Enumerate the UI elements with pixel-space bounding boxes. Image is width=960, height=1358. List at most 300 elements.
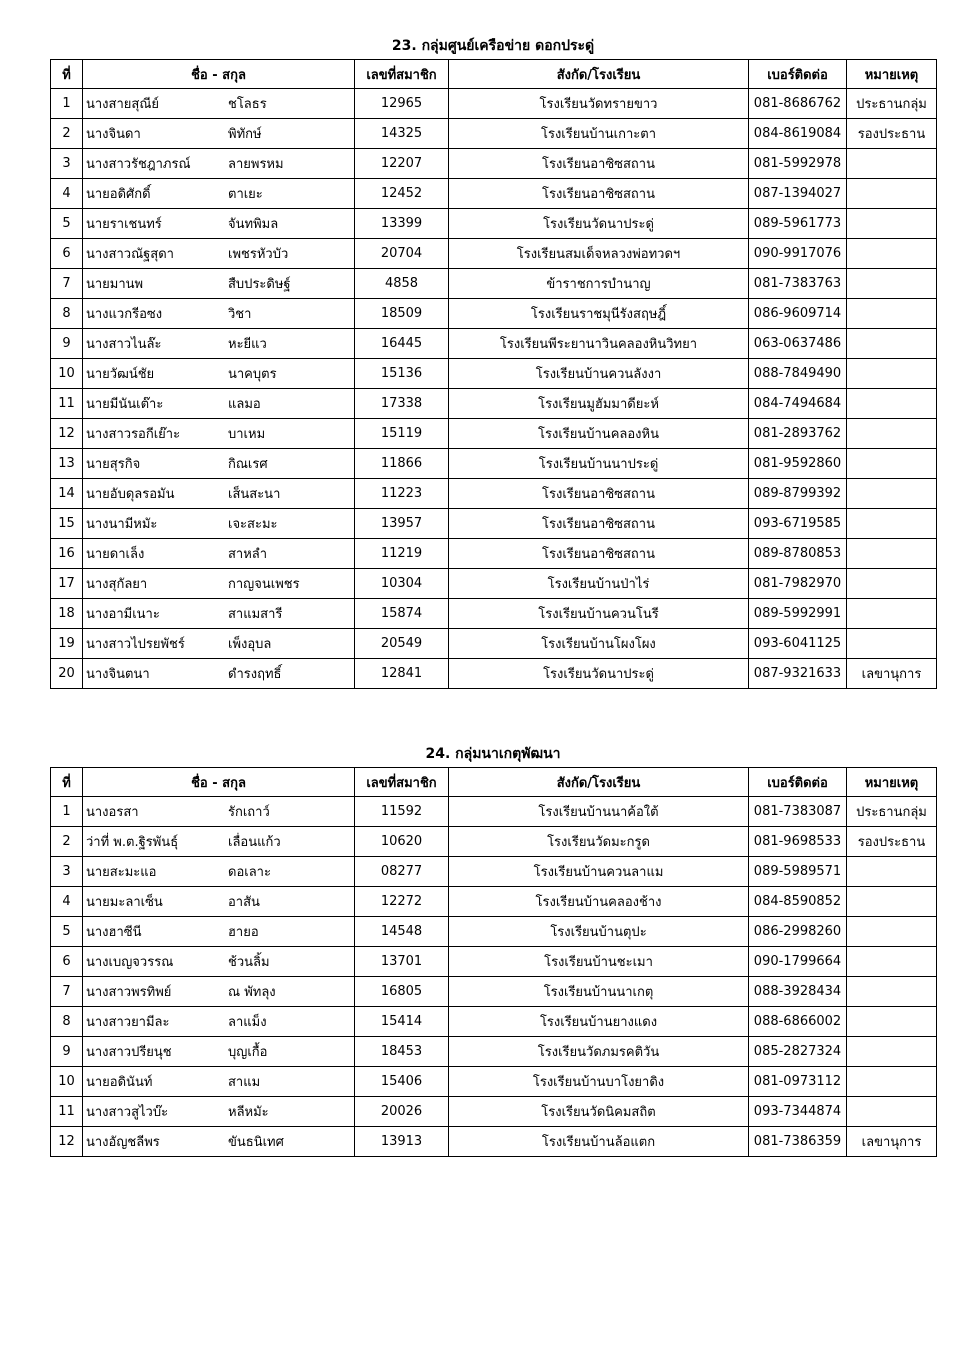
table-row bbox=[51, 857, 937, 887]
phone: 088-3928434 bbox=[749, 977, 847, 1007]
first-name: นายอดิศักดิ์ bbox=[86, 187, 151, 202]
table-row bbox=[51, 629, 937, 659]
phone: 090-9917076 bbox=[749, 239, 847, 269]
name-cell bbox=[83, 1037, 355, 1067]
school: โรงเรียนวัดมะกรูด bbox=[449, 827, 749, 857]
first-name: นางอามีเนาะ bbox=[86, 607, 160, 622]
group-24-section bbox=[50, 741, 936, 1157]
phone: 090-1799664 bbox=[749, 947, 847, 977]
school: โรงเรียนบ้านตุปะ bbox=[449, 917, 749, 947]
school: โรงเรียนบ้านควนลาแม bbox=[449, 857, 749, 887]
name-cell bbox=[83, 1127, 355, 1157]
name-cell bbox=[83, 449, 355, 479]
member-id: 17338 bbox=[355, 389, 449, 419]
phone: 081-2893762 bbox=[749, 419, 847, 449]
last-name: สาหลำ bbox=[228, 547, 268, 562]
phone: 085-2827324 bbox=[749, 1037, 847, 1067]
remark bbox=[847, 917, 937, 947]
member-id: 10620 bbox=[355, 827, 449, 857]
table-row bbox=[51, 917, 937, 947]
first-name: นายวัฒน์ชัย bbox=[86, 367, 155, 382]
first-name: นางอัญชลีพร bbox=[86, 1135, 160, 1150]
last-name: บุญเกื้อ bbox=[228, 1045, 268, 1060]
row-number: 12 bbox=[51, 1127, 83, 1157]
name-cell bbox=[83, 209, 355, 239]
remark bbox=[847, 299, 937, 329]
table-row bbox=[51, 1007, 937, 1037]
remark bbox=[847, 569, 937, 599]
remark bbox=[847, 857, 937, 887]
first-name: นายสุรกิจ bbox=[86, 457, 141, 472]
row-number: 12 bbox=[51, 419, 83, 449]
table-row bbox=[51, 1097, 937, 1127]
first-name: นางอรสา bbox=[86, 805, 139, 820]
phone: 087-9321633 bbox=[749, 659, 847, 689]
name-cell bbox=[83, 299, 355, 329]
row-number: 4 bbox=[51, 179, 83, 209]
row-number: 3 bbox=[51, 857, 83, 887]
last-name: ณ พัทลุง bbox=[228, 985, 276, 1000]
remark bbox=[847, 1007, 937, 1037]
first-name: นางสาวปรียนุช bbox=[86, 1045, 172, 1060]
remark: รองประธาน bbox=[847, 119, 937, 149]
first-name: นางสาวสูไวบ๊ะ bbox=[86, 1105, 169, 1120]
first-name: นางสาวไนล๊ะ bbox=[86, 337, 162, 352]
row-number: 4 bbox=[51, 887, 83, 917]
name-cell bbox=[83, 947, 355, 977]
table-row bbox=[51, 389, 937, 419]
phone: 089-5989571 bbox=[749, 857, 847, 887]
phone: 081-0973112 bbox=[749, 1067, 847, 1097]
member-id: 16445 bbox=[355, 329, 449, 359]
last-name: สาแม bbox=[228, 1075, 261, 1090]
first-name: นายมะลาเซ็น bbox=[86, 895, 163, 910]
phone: 093-7344874 bbox=[749, 1097, 847, 1127]
remark bbox=[847, 539, 937, 569]
row-number: 3 bbox=[51, 149, 83, 179]
header-name: ชื่อ - สกุล bbox=[83, 60, 355, 89]
school: โรงเรียนบ้านชะเมา bbox=[449, 947, 749, 977]
last-name: ตาเยะ bbox=[228, 187, 263, 202]
name-cell bbox=[83, 119, 355, 149]
member-id: 15136 bbox=[355, 359, 449, 389]
phone: 081-8686762 bbox=[749, 89, 847, 119]
row-number: 5 bbox=[51, 917, 83, 947]
row-number: 2 bbox=[51, 119, 83, 149]
remark bbox=[847, 629, 937, 659]
table-row bbox=[51, 299, 937, 329]
phone: 089-5992991 bbox=[749, 599, 847, 629]
remark bbox=[847, 149, 937, 179]
school: ข้าราชการบำนาญ bbox=[449, 269, 749, 299]
last-name: กาญจนเพชร bbox=[228, 577, 300, 592]
school: โรงเรียนบ้านคลองหิน bbox=[449, 419, 749, 449]
phone: 081-9698533 bbox=[749, 827, 847, 857]
name-cell bbox=[83, 419, 355, 449]
school: โรงเรียนบ้านควนลังงา bbox=[449, 359, 749, 389]
school: โรงเรียนสมเด็จหลวงพ่อทวดฯ bbox=[449, 239, 749, 269]
remark: ประธานกลุ่ม bbox=[847, 89, 937, 119]
table-header-row bbox=[51, 60, 937, 89]
first-name: นางสาวไปรยพัชร์ bbox=[86, 637, 185, 652]
last-name: เส็นสะนา bbox=[228, 487, 281, 502]
table-row bbox=[51, 977, 937, 1007]
last-name: สาแมสารี bbox=[228, 607, 283, 622]
first-name: นางจินดา bbox=[86, 127, 141, 142]
member-id: 08277 bbox=[355, 857, 449, 887]
last-name: หลีหมัะ bbox=[228, 1105, 269, 1120]
remark bbox=[847, 419, 937, 449]
remark bbox=[847, 449, 937, 479]
first-name: นายมีนันเต๊าะ bbox=[86, 397, 164, 412]
school: โรงเรียนมูฮัมมาดียะห์ bbox=[449, 389, 749, 419]
last-name: นาคบุตร bbox=[228, 367, 277, 382]
school: โรงเรียนบ้านป่าไร่ bbox=[449, 569, 749, 599]
row-number: 6 bbox=[51, 239, 83, 269]
row-number: 7 bbox=[51, 977, 83, 1007]
name-cell bbox=[83, 269, 355, 299]
phone: 093-6719585 bbox=[749, 509, 847, 539]
name-cell bbox=[83, 359, 355, 389]
group-title: 24. กลุ่มนาเกตุพัฒนา bbox=[425, 746, 561, 762]
table-row bbox=[51, 449, 937, 479]
header-no: ที่ bbox=[51, 768, 83, 797]
remark bbox=[847, 479, 937, 509]
first-name: นางสาวรัชฎาภรณ์ bbox=[86, 157, 191, 172]
remark: ประธานกลุ่ม bbox=[847, 797, 937, 827]
member-id: 15406 bbox=[355, 1067, 449, 1097]
name-cell bbox=[83, 1097, 355, 1127]
last-name: จันทพิมล bbox=[228, 217, 279, 232]
remark: รองประธาน bbox=[847, 827, 937, 857]
header-phone: เบอร์ติดต่อ bbox=[749, 60, 847, 89]
remark bbox=[847, 977, 937, 1007]
remark bbox=[847, 1037, 937, 1067]
school: โรงเรียนวัดนาประดู่ bbox=[449, 209, 749, 239]
name-cell bbox=[83, 89, 355, 119]
member-id: 18453 bbox=[355, 1037, 449, 1067]
table-row bbox=[51, 239, 937, 269]
last-name: อาสัน bbox=[228, 895, 260, 910]
last-name: ขันธนิเทศ bbox=[228, 1135, 284, 1150]
member-id: 14325 bbox=[355, 119, 449, 149]
remark bbox=[847, 239, 937, 269]
table-row bbox=[51, 209, 937, 239]
row-number: 15 bbox=[51, 509, 83, 539]
remark bbox=[847, 269, 937, 299]
school: โรงเรียนบ้านโผงโผง bbox=[449, 629, 749, 659]
phone: 081-5992978 bbox=[749, 149, 847, 179]
row-number: 13 bbox=[51, 449, 83, 479]
first-name: นางแวกรีอซง bbox=[86, 307, 163, 322]
school: โรงเรียนอาซิซสถาน bbox=[449, 479, 749, 509]
first-name: นางสายสุณีย์ bbox=[86, 97, 159, 112]
name-cell bbox=[83, 389, 355, 419]
member-id: 10304 bbox=[355, 569, 449, 599]
row-number: 11 bbox=[51, 1097, 83, 1127]
name-cell bbox=[83, 977, 355, 1007]
phone: 081-7383763 bbox=[749, 269, 847, 299]
table-row bbox=[51, 887, 937, 917]
last-name: บาเหม bbox=[228, 427, 266, 442]
member-table bbox=[50, 59, 937, 689]
name-cell bbox=[83, 179, 355, 209]
row-number: 9 bbox=[51, 329, 83, 359]
school: โรงเรียนอาซิซสถาน bbox=[449, 539, 749, 569]
last-name: ชโลธร bbox=[228, 97, 267, 112]
member-id: 16805 bbox=[355, 977, 449, 1007]
header-remark: หมายเหตุ bbox=[847, 768, 937, 797]
name-cell bbox=[83, 329, 355, 359]
name-cell bbox=[83, 629, 355, 659]
school: โรงเรียนบ้านนาเกตุ bbox=[449, 977, 749, 1007]
first-name: นางสุกัลยา bbox=[86, 577, 148, 592]
member-id: 11223 bbox=[355, 479, 449, 509]
name-cell bbox=[83, 917, 355, 947]
name-cell bbox=[83, 569, 355, 599]
row-number: 5 bbox=[51, 209, 83, 239]
name-cell bbox=[83, 149, 355, 179]
table-row bbox=[51, 479, 937, 509]
remark bbox=[847, 1067, 937, 1097]
member-id: 15414 bbox=[355, 1007, 449, 1037]
name-cell bbox=[83, 479, 355, 509]
remark bbox=[847, 947, 937, 977]
last-name: ช้วนลิ้ม bbox=[228, 955, 270, 970]
last-name: ลายพรหม bbox=[228, 157, 284, 172]
school: โรงเรียนพีระยานาวินคลองหินวิทยา bbox=[449, 329, 749, 359]
member-id: 12207 bbox=[355, 149, 449, 179]
table-row bbox=[51, 419, 937, 449]
name-cell bbox=[83, 797, 355, 827]
member-id: 13957 bbox=[355, 509, 449, 539]
row-number: 10 bbox=[51, 1067, 83, 1097]
school: โรงเรียนวัดนิคมสถิต bbox=[449, 1097, 749, 1127]
phone: 089-8799392 bbox=[749, 479, 847, 509]
name-cell bbox=[83, 1067, 355, 1097]
row-number: 2 bbox=[51, 827, 83, 857]
phone: 084-7494684 bbox=[749, 389, 847, 419]
phone: 063-0637486 bbox=[749, 329, 847, 359]
member-id: 18509 bbox=[355, 299, 449, 329]
school: โรงเรียนบ้านเกาะตา bbox=[449, 119, 749, 149]
table-row bbox=[51, 947, 937, 977]
school: โรงเรียนบ้านบาโงยาดิง bbox=[449, 1067, 749, 1097]
member-id: 12272 bbox=[355, 887, 449, 917]
header-name: ชื่อ - สกุล bbox=[83, 768, 355, 797]
last-name: สืบประดิษฐ์ bbox=[228, 277, 291, 292]
first-name: ว่าที่ พ.ต.ฐิรพันธุ์ bbox=[86, 835, 179, 850]
school: โรงเรียนบ้านนาค้อใต้ bbox=[449, 797, 749, 827]
last-name: เจะสะมะ bbox=[228, 517, 278, 532]
member-id: 15874 bbox=[355, 599, 449, 629]
remark bbox=[847, 599, 937, 629]
name-cell bbox=[83, 887, 355, 917]
row-number: 17 bbox=[51, 569, 83, 599]
name-cell bbox=[83, 857, 355, 887]
phone: 081-7383087 bbox=[749, 797, 847, 827]
last-name: วิชา bbox=[228, 307, 252, 322]
remark bbox=[847, 389, 937, 419]
school: โรงเรียนอาซิซสถาน bbox=[449, 509, 749, 539]
first-name: นายมานพ bbox=[86, 277, 144, 292]
row-number: 20 bbox=[51, 659, 83, 689]
name-cell bbox=[83, 239, 355, 269]
phone: 089-8780853 bbox=[749, 539, 847, 569]
phone: 086-9609714 bbox=[749, 299, 847, 329]
remark: เลขานุการ bbox=[847, 659, 937, 689]
first-name: นางเบญจวรรณ bbox=[86, 955, 174, 970]
last-name: เลื่อนแก้ว bbox=[228, 835, 281, 850]
group-23-section bbox=[50, 33, 936, 689]
table-row bbox=[51, 119, 937, 149]
first-name: นางนามีหมัะ bbox=[86, 517, 158, 532]
remark bbox=[847, 329, 937, 359]
last-name: กิณเรศ bbox=[228, 457, 268, 472]
first-name: นางสาวยามีละ bbox=[86, 1015, 170, 1030]
phone: 089-5961773 bbox=[749, 209, 847, 239]
member-id: 20704 bbox=[355, 239, 449, 269]
table-row bbox=[51, 599, 937, 629]
member-id: 11866 bbox=[355, 449, 449, 479]
school: โรงเรียนราชมุนีรังสฤษฎิ์ bbox=[449, 299, 749, 329]
table-row bbox=[51, 509, 937, 539]
phone: 088-6866002 bbox=[749, 1007, 847, 1037]
last-name: ดำรงฤทธิ์ bbox=[228, 667, 282, 682]
row-number: 11 bbox=[51, 389, 83, 419]
header-no: ที่ bbox=[51, 60, 83, 89]
school: โรงเรียนวัดทรายขาว bbox=[449, 89, 749, 119]
header-remark: หมายเหตุ bbox=[847, 60, 937, 89]
school: โรงเรียนบ้านควนโนรี bbox=[449, 599, 749, 629]
last-name: หะยีแว bbox=[228, 337, 267, 352]
row-number: 1 bbox=[51, 797, 83, 827]
last-name: พิทักษ์ bbox=[228, 127, 262, 142]
member-id: 12841 bbox=[355, 659, 449, 689]
member-id: 14548 bbox=[355, 917, 449, 947]
header-member-id: เลขที่สมาชิก bbox=[355, 60, 449, 89]
school: โรงเรียนวัดนาประดู่ bbox=[449, 659, 749, 689]
table-row bbox=[51, 827, 937, 857]
member-id: 13913 bbox=[355, 1127, 449, 1157]
first-name: นายดาเล็ง bbox=[86, 547, 145, 562]
header-school: สังกัด/โรงเรียน bbox=[449, 768, 749, 797]
table-row bbox=[51, 359, 937, 389]
phone: 093-6041125 bbox=[749, 629, 847, 659]
table-row bbox=[51, 89, 937, 119]
member-id: 20549 bbox=[355, 629, 449, 659]
phone: 081-7386359 bbox=[749, 1127, 847, 1157]
table-row bbox=[51, 1127, 937, 1157]
row-number: 6 bbox=[51, 947, 83, 977]
first-name: นางสาวพรทิพย์ bbox=[86, 985, 172, 1000]
row-number: 9 bbox=[51, 1037, 83, 1067]
last-name: รักเถาว์ bbox=[228, 805, 270, 820]
remark bbox=[847, 179, 937, 209]
phone: 084-8619084 bbox=[749, 119, 847, 149]
last-name: ดอเลาะ bbox=[228, 865, 271, 880]
member-id: 20026 bbox=[355, 1097, 449, 1127]
member-id: 11219 bbox=[355, 539, 449, 569]
table-row bbox=[51, 149, 937, 179]
phone: 088-7849490 bbox=[749, 359, 847, 389]
phone: 087-1394027 bbox=[749, 179, 847, 209]
phone: 081-7982970 bbox=[749, 569, 847, 599]
first-name: นางสาวรอกีเย๊าะ bbox=[86, 427, 181, 442]
remark bbox=[847, 887, 937, 917]
school: โรงเรียนอาซิซสถาน bbox=[449, 149, 749, 179]
table-row bbox=[51, 539, 937, 569]
name-cell bbox=[83, 659, 355, 689]
member-id: 15119 bbox=[355, 419, 449, 449]
remark bbox=[847, 359, 937, 389]
school: โรงเรียนวัดภมรคติวัน bbox=[449, 1037, 749, 1067]
row-number: 14 bbox=[51, 479, 83, 509]
school: โรงเรียนบ้านยางแดง bbox=[449, 1007, 749, 1037]
last-name: แลมอ bbox=[228, 397, 261, 412]
name-cell bbox=[83, 827, 355, 857]
first-name: นายสะมะแอ bbox=[86, 865, 157, 880]
table-row bbox=[51, 269, 937, 299]
school: โรงเรียนบ้านคลองช้าง bbox=[449, 887, 749, 917]
member-id: 11592 bbox=[355, 797, 449, 827]
phone: 081-9592860 bbox=[749, 449, 847, 479]
header-member-id: เลขที่สมาชิก bbox=[355, 768, 449, 797]
table-row bbox=[51, 569, 937, 599]
phone: 086-2998260 bbox=[749, 917, 847, 947]
name-cell bbox=[83, 1007, 355, 1037]
school: โรงเรียนอาซิซสถาน bbox=[449, 179, 749, 209]
school: โรงเรียนบ้านนาประดู่ bbox=[449, 449, 749, 479]
header-school: สังกัด/โรงเรียน bbox=[449, 60, 749, 89]
member-id: 12452 bbox=[355, 179, 449, 209]
first-name: นางจินตนา bbox=[86, 667, 150, 682]
table-row bbox=[51, 329, 937, 359]
member-id: 4858 bbox=[355, 269, 449, 299]
row-number: 19 bbox=[51, 629, 83, 659]
remark: เลขานุการ bbox=[847, 1127, 937, 1157]
member-id: 12965 bbox=[355, 89, 449, 119]
member-id: 13701 bbox=[355, 947, 449, 977]
table-row bbox=[51, 1067, 937, 1097]
row-number: 8 bbox=[51, 1007, 83, 1037]
remark bbox=[847, 1097, 937, 1127]
first-name: นายราเชนทร์ bbox=[86, 217, 162, 232]
last-name: เพชรหัวบัว bbox=[228, 247, 289, 262]
school: โรงเรียนบ้านล้อแตก bbox=[449, 1127, 749, 1157]
member-table bbox=[50, 767, 937, 1157]
row-number: 7 bbox=[51, 269, 83, 299]
row-number: 1 bbox=[51, 89, 83, 119]
last-name: ลาแม็ง bbox=[228, 1015, 267, 1030]
first-name: นางสาวณัฐสุดา bbox=[86, 247, 174, 262]
remark bbox=[847, 509, 937, 539]
name-cell bbox=[83, 599, 355, 629]
row-number: 8 bbox=[51, 299, 83, 329]
table-row bbox=[51, 1037, 937, 1067]
last-name: ฮายอ bbox=[228, 925, 259, 940]
first-name: นายอดินันท์ bbox=[86, 1075, 153, 1090]
remark bbox=[847, 209, 937, 239]
name-cell bbox=[83, 539, 355, 569]
group-title: 23. กลุ่มศูนย์เครือข่าย ดอกประดู่ bbox=[391, 38, 595, 54]
name-cell bbox=[83, 509, 355, 539]
first-name: นายอับดุลรอมัน bbox=[86, 487, 175, 502]
row-number: 18 bbox=[51, 599, 83, 629]
row-number: 16 bbox=[51, 539, 83, 569]
phone: 084-8590852 bbox=[749, 887, 847, 917]
header-phone: เบอร์ติดต่อ bbox=[749, 768, 847, 797]
